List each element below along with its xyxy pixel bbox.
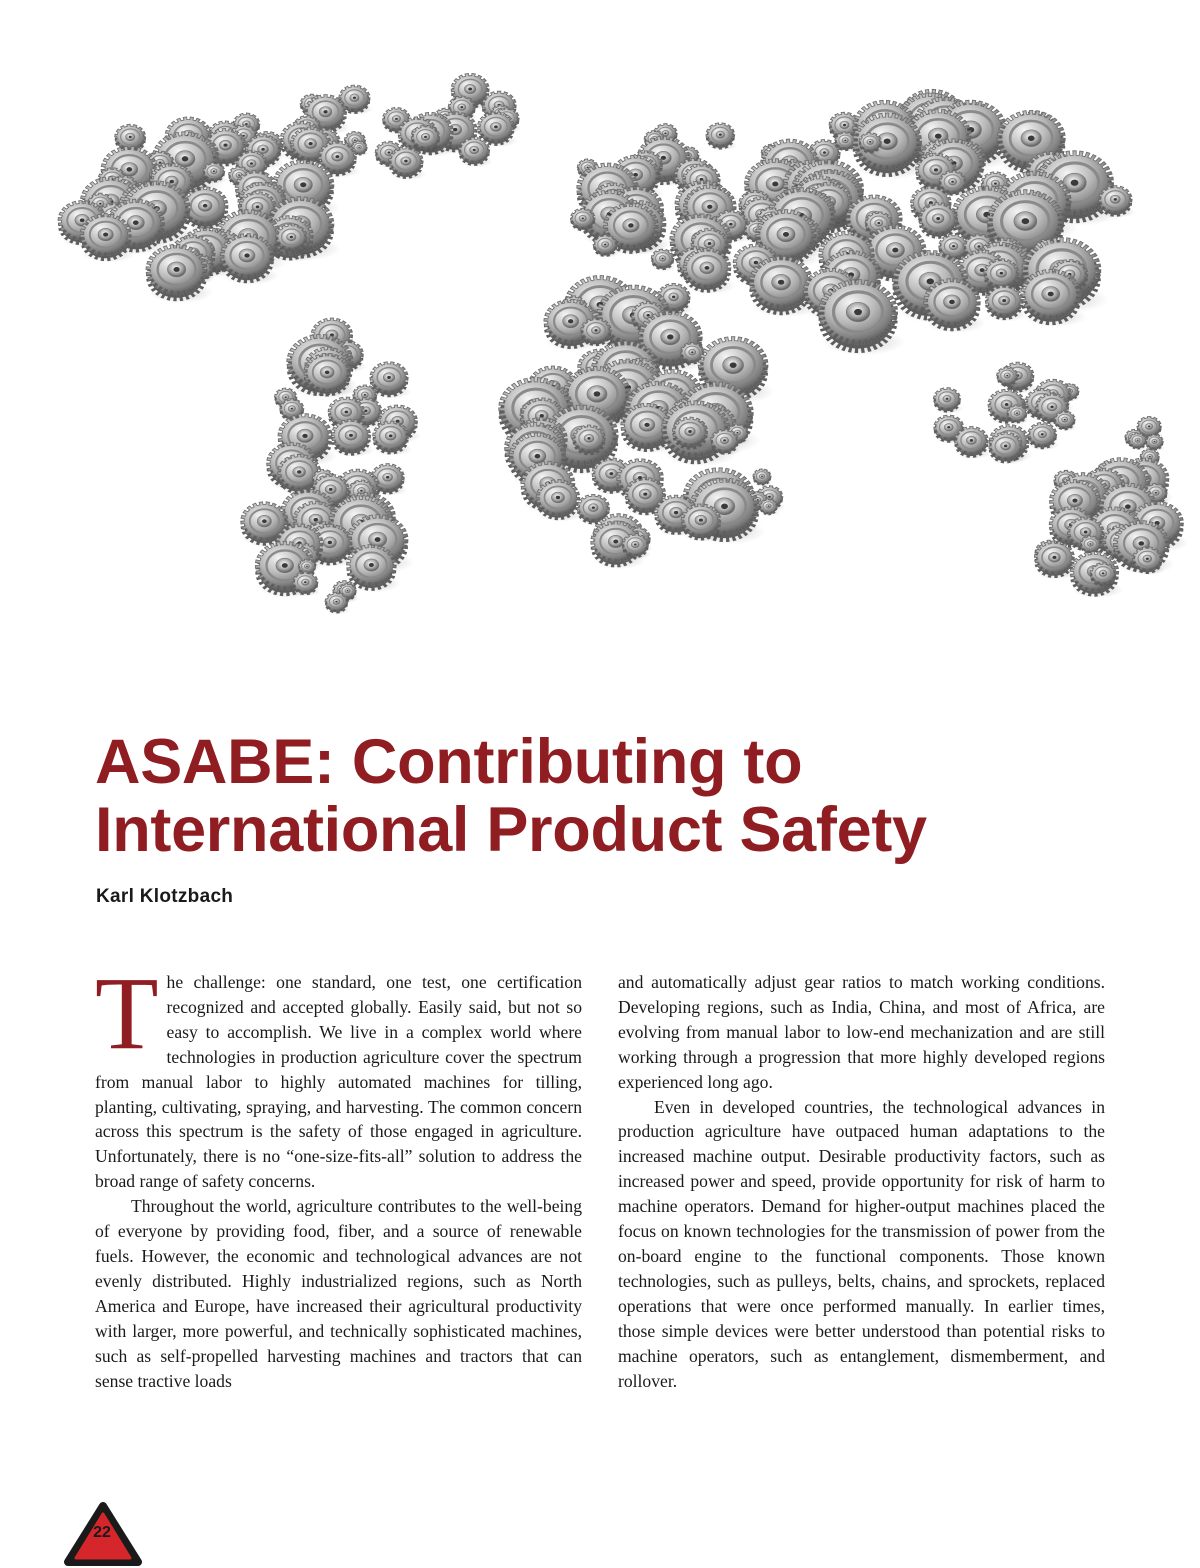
gear-icon: [370, 362, 412, 399]
gear-icon: [933, 388, 963, 414]
gear-icon: [339, 85, 373, 115]
body-paragraph: [95, 956, 582, 1194]
gear-icon: [753, 469, 773, 487]
gear-icon: [371, 464, 408, 496]
gear-icon: [651, 249, 676, 271]
paragraph-text: he challenge: one standard, one test, one certification recognized and accepted globally. Easily said, but not so easy to accomplish. We live in a complex world where technologies in production agriculture cover the spectrum from manual labor to highly automated machines for tilling, planting, cultivating, spraying, and harvesting. The common concern across this spectrum is the safety of those engaged in agriculture. Unfortunately, there is no “one-size-fits-all” solution to address the broad range of safety concerns.: [95, 972, 582, 1192]
body-column-right: [618, 970, 1105, 1393]
gear-icon: [1054, 411, 1077, 431]
body-paragraph: Throughout the world, agriculture contributes to the well-being of everyone by providing food, fiber, and a source of renewable fuels. However, the economic and technological advances are not evenly distributed. Highly industrialized regions, such as North America and Europe, have increased their agricultural productivity with larger, more powerful, and technically sophisticated machines, such as self-propelled harvesting machines and tractors that can sense tractive loads: [95, 1196, 582, 1391]
gear-icon: [706, 123, 738, 151]
gear-world-map-illustration: [0, 0, 1200, 700]
gear-icon: [819, 280, 906, 356]
article-title: [95, 728, 1115, 864]
body-column-left: [95, 956, 582, 1393]
gear-icon: [1098, 186, 1135, 218]
gear-icon: [1028, 423, 1060, 451]
hero-gear-world-map: [0, 0, 1200, 700]
drop-cap: T: [95, 956, 159, 1071]
body-paragraph: Even in developed countries, the technological advances in production agriculture have outpaced human adaptations to the increased machine output. Desirable productivity factors, such as increased power and speed, provide opportunity for risk of harm to machine operators. Demand for higher-output machines placed the focus on known technologies for the transmission of power from the on-board engine to the functional components. Those known technologies, such as pulleys, belts, chains, and sprockets, replaced operations that were once performed manually. In earlier times, those simple devices were better understood than potential risks to machine operators, such as entanglement, dismemberment, and rollover.: [618, 1096, 1105, 1391]
page-number: 22: [93, 1524, 111, 1541]
article-title-line-1: ASABE: Contributing to: [95, 727, 803, 797]
gear-icon: [954, 427, 991, 460]
body-paragraph: and automatically adjust gear ratios to match working conditions. Developing regions, such as India, China, and most of Africa, are evolving from manual labor to low-end mechanization and are still working through a progression that more highly developed regions experienced long ago.: [618, 972, 1105, 1092]
gear-cluster-layer: [58, 74, 1189, 615]
article-title-line-2: International Product Safety: [95, 795, 927, 865]
article-author: Karl Klotzbach: [96, 886, 234, 907]
